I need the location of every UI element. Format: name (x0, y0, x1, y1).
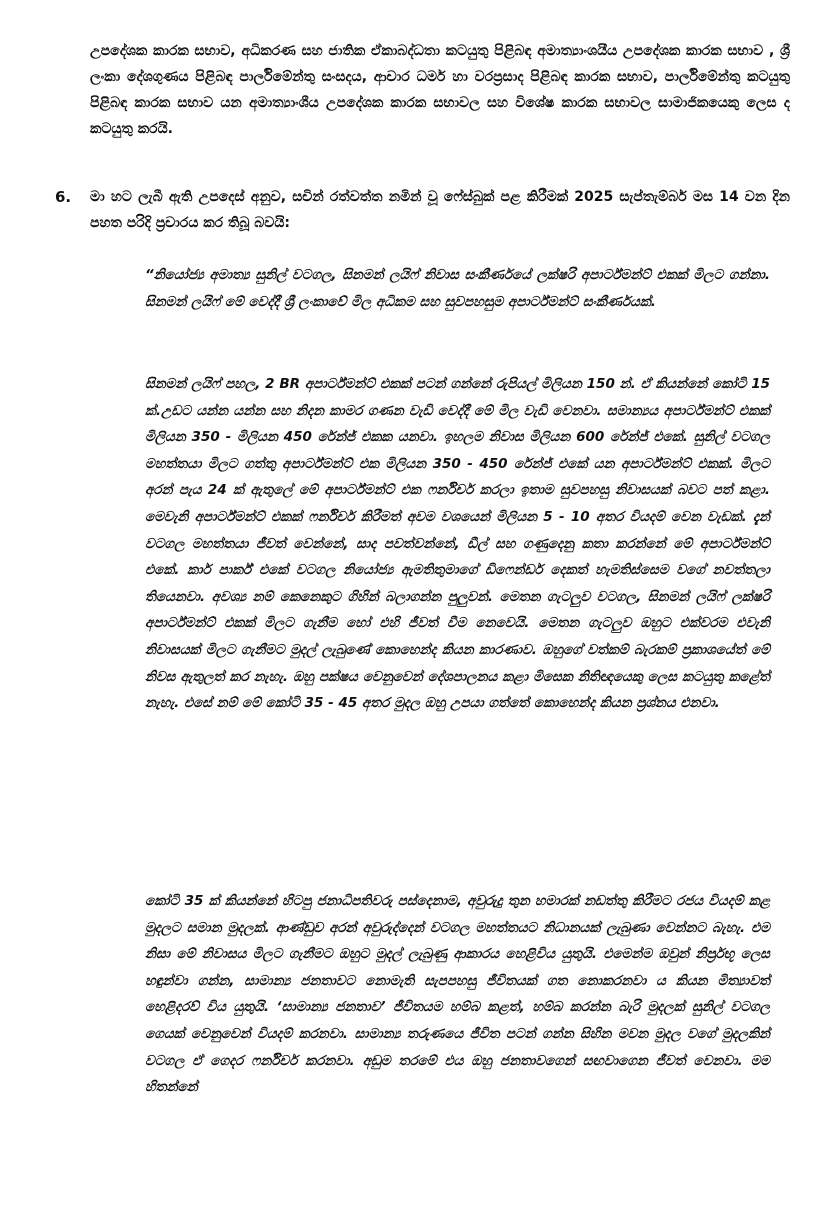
quote-paragraph-1: “නියෝජ්‍ය අමාත්‍ය සුනිල් වටගල, සිනමන් ලයිෆ් නිවාස සංකීර්ණයේ ලක්ෂරි අපාර්ට්මන්ට් එකක් මිලට ගන්නා. සිනමන් ලයිෆ් මේ වෙද්දී ශ්‍රී ලංකාවේ මිල අධිකම සහ සුවපහසුම අපාර්ට්මන්ට් සංකීර්ණයක්. (145, 267, 770, 310)
item-number: 6. (55, 188, 72, 206)
item-paragraph: මා හට ලැබී ඇති උපදෙස් අනුව, සචින් රත්වත්ත නමින් වූ ෆේස්බුක් පළ කිරීමක් 2025 සැප්තැම්බර් මස 14 වන දින පහත පරිදි ප්‍රචාරය කර තිබූ බවයි: (90, 189, 790, 231)
quote-paragraph-3: කෝටි 35 ක් කියන්නේ හිටපු ජනාධිපතිවරු පස්දෙනාම, අවුරුදු තුන හමාරක් නඩත්තු කිරීමට රජය වියදම් කළ මුදලට සමාන මුදලක්. ආණ්ඩුව අරන් අවුරුද්දෙන් වටගල මහත්තයට නිධානයක් ලැබුණා වෙන්නට බැහැ. එම නිසා මේ නිවාසය මිලට ගැනීමට ඔහුට මුදල් ලැබුණු ආකාරය හෙළිවිය යුතුයි. එමෙන්ම ඔවුන් නිර්ප්‍රභූ ලෙස හඳුන්වා ගන්න, සාමාන්‍ය ජනතාවට නොමැති සැපපහසු ජීවිතයක් ගත නොකරනවා ය කියන මිත්‍යාවත් හෙළිදරව් විය යුතුයි. ‘සාමාන්‍ය ජනතාව’ ජීවිතයම හම්බ කළත්, හම්බ කරන්න බැරි මුදලක් සුනිල් වටගල ගෙයක් වෙනුවෙන් වියදම් කරනවා. සාමාන්‍ය තරුණයෙ ජීවිත පටන් ගන්න සිහින මවන මුදල වගේ මුදලකින් වටගල ඒ ගෙදර ෆර්නිචර් කරනවා. අඩුම තරමේ එය ඔහු ජනතාවගෙන් සඟවාගෙන ජීවත් වෙනවා. මම හිතන්නේ (145, 893, 770, 1096)
quote-paragraph-2: සිනමන් ලයිෆ් පහල, 2 BR අපාර්ට්මන්ට් එකක් පටන් ගන්නේ රුපියල් මිලියන 150 න්. ඒ කියන්නේ කෝටි 15 ක්.උඩට යන්න යන්න සහ නිදන කාමර ගණන වැඩි වෙද්දී මේ මිල වැඩි වෙනවා. සමාන්‍යය අපාර්ට්මන්ට් එකක් මිලියන 350 - මිලියන 450 රේන්ජ් එකක යනවා. ඉහලම නිවාස මිලියන 600 රේන්ජ් එකේ. සුනිල් වටගල මහත්තයා මිලට ගත්තු අපාර්ට්මන්ට් එක මිලියන 350 - 450 රේන්ජ් එකේ යන අපාර්ට්මන්ට් එකක්. මිලට අරන් පැය 24 ක් ඇතුලේ මේ අපාර්ට්මන්ට් එක ෆර්නිචර් කරලා ඉතාම සුවපහසු නිවාසයක් බවට පත් කළා. මෙවැනි අපාර්ට්මන්ට් එකක් ෆර්නිචර් කිරීමත් අවම වශයෙන් මිලියන 5 - 10 අතර වියදම් වෙන වැඩක්. දැන් වටගල මහත්තයා ජීවත් වෙන්නේ, සාද පවත්වන්නේ, ඩීල් සහ ගණුදෙනු කතා කරන්නේ මේ අපාර්ට්මන්ට් එකේ. කාර් පාර්ක් එකේ වටගල නියෝජ්‍ය ඇමතිතුමාගේ ඩිෆෙන්ඩර් දෙකත් හැමතිස්සෙම වගේ නවත්තලා තියෙනවා. අවශ්‍ය නම් කෙනෙකුට ගිහින් බලාගන්න පුලුවන්. මෙතන ගැටලුව වටගල, සිනමන් ලයිෆ් ලක්ෂරි අපාර්ට්මන්ට් එකක් මිලට ගැනීම හෝ එහි ජීවත් වීම නෙවෙයි. මෙතන ගැටලුව ඔහුට එක්වරම එවැනි නිවාසයක් මිලට ගැනීමට මුදල් ලැබුණේ කොහෙන්ද කියන කාරණාව. ඔහුගේ වත්කම් බැරකම් ප්‍රකාශයේත් මේ නිවස ඇතුලත් කර නැහැ. ඔහු පක්ෂය වෙනුවෙන් දේශපාලනය කළා මිසෙක නිතිඥයෙකු ලෙස කටයුතු කළේත් නැහැ. එසේ නම් මේ කෝටි 35 - 45 අතර මුදල ඔහු උපයා ගත්තේ කොහෙන්ද කියන ප්‍රශ්නය එනවා. (145, 376, 770, 712)
intro-paragraph: උපදේශක කාරක සභාව, අධිකරණ සහ ජාතික ඒකාබද්ධතා කටයුතු පිළිබඳ අමාත්‍යාංශයීය උපදේශක කාරක සභාව , ශ්‍රී ලංකා දේශගුණය පිළිබඳ පාර්ලිමේන්තු සංසදය, ආචාර ධර්ම හා වරප්‍රසාද පිළිබඳ කාරක සභාව, පාර්ලිමේන්තු කටයුතු පිළිබඳ කාරක සභාව යන අමාත්‍යාංශීය උපදේශක කාරක සභාවල සහ විශේෂ කාරක සභාවල සාමාජිකයෙකු ලෙස ද කටයුතු කරයි. (90, 43, 790, 137)
